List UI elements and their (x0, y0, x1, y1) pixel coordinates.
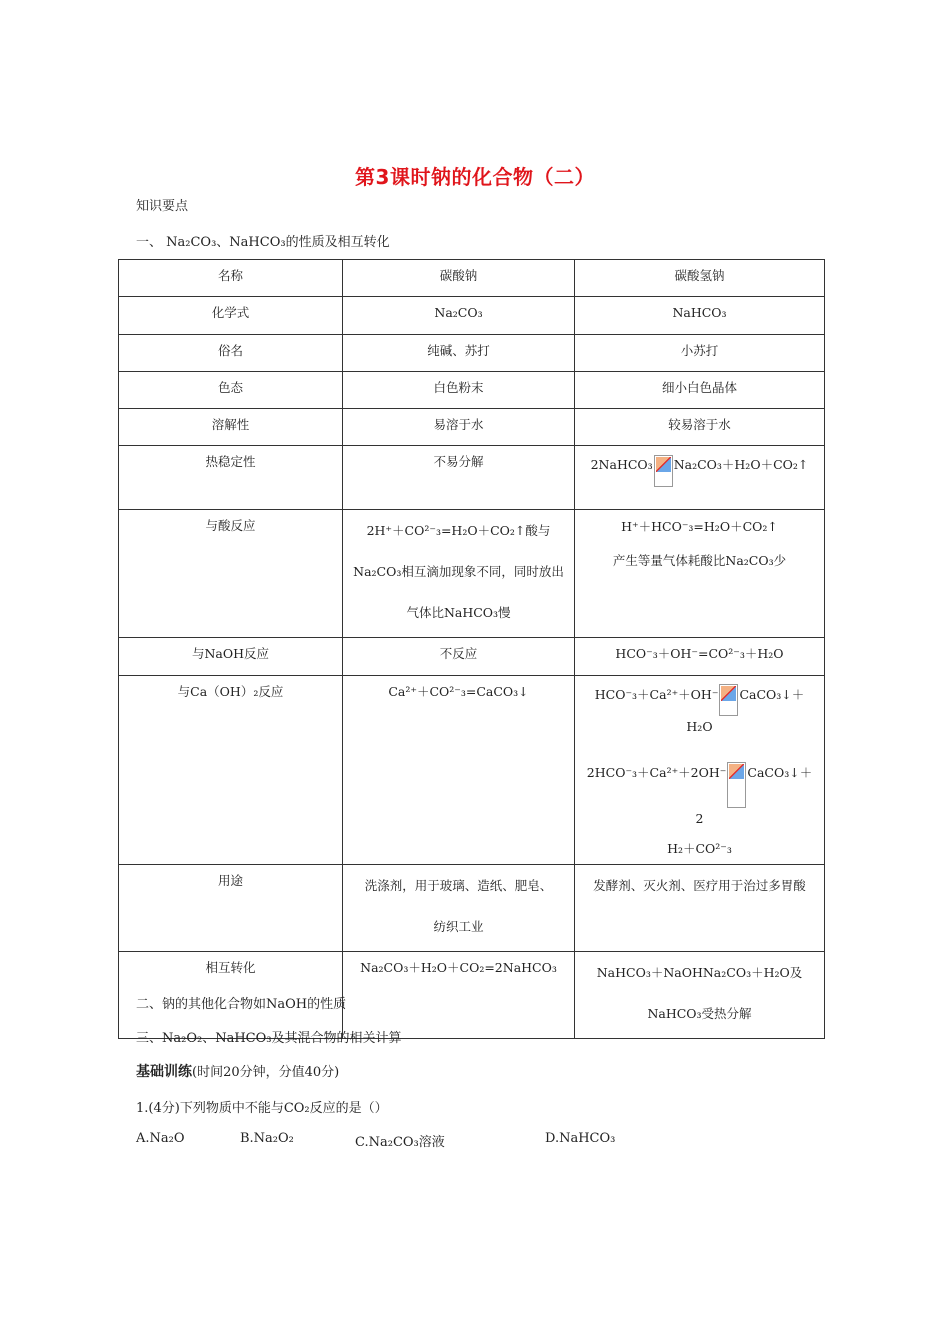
table-row (119, 446, 825, 510)
equation-right: Na₂CO₃＋H₂O＋CO₂↑ (673, 457, 809, 472)
row-label: 与酸反应 (119, 510, 343, 638)
table-row (119, 865, 825, 952)
table-row (119, 638, 825, 676)
training-heading (136, 1061, 339, 1081)
reaction-condition-image-icon (654, 455, 673, 487)
table-row (119, 297, 825, 335)
part-three-heading: 三、Na₂O₂、NaHCO₃及其混合物的相关计算 (136, 1031, 402, 1046)
table-row (119, 676, 825, 865)
conversion-text: NaHCO₃＋NaOHNa₂CO₃＋H₂O及NaHCO₃受热分解 (596, 965, 803, 1021)
cell-na2co3: 白色粉末 (343, 372, 575, 409)
row-label: 与NaOH反应 (119, 638, 343, 676)
row-label: 化学式 (119, 297, 343, 335)
cell-nahco3 (575, 676, 825, 865)
training-info: (时间20分钟，分值40分) (192, 1065, 340, 1080)
section-heading: 知识要点 (136, 199, 189, 214)
cell-nahco3 (575, 446, 825, 510)
table-row (119, 372, 825, 409)
choice-a: A.Na₂O (136, 1131, 185, 1146)
reaction-condition-image-icon (719, 684, 738, 716)
cell-na2co3: Na₂CO₃＋H₂O＋CO₂=2NaHCO₃ (343, 952, 575, 1039)
reaction-condition-image-icon (727, 762, 746, 808)
choice-c: C.Na₂CO₃溶液 (355, 1135, 445, 1150)
header-cell: 名称 (119, 260, 343, 297)
header-cell: 碳酸氢钠 (575, 260, 825, 297)
table-row (119, 335, 825, 372)
cell-na2co3: 不易分解 (343, 446, 575, 510)
cell-nahco3 (575, 952, 825, 1039)
choice-d: D.NaHCO₃ (545, 1131, 616, 1146)
header-cell: 碳酸钠 (343, 260, 575, 297)
table-row (119, 260, 825, 297)
page-title: 第3课时钠的化合物（二） (355, 165, 595, 189)
equation-left: 2HCO⁻₃＋Ca²⁺＋2OH⁻ (586, 765, 727, 780)
row-label: 溶解性 (119, 409, 343, 446)
part-one-heading: 一、 Na₂CO₃、NaHCO₃的性质及相互转化 (136, 235, 390, 250)
cell-na2co3: 不反应 (343, 638, 575, 676)
table-row (119, 409, 825, 446)
equation-left: 2NaHCO₃ (590, 457, 653, 472)
properties-table (118, 259, 825, 1039)
equation-right: CaCO₃↓＋2 (695, 765, 813, 826)
cell-na2co3: 纯碱、苏打 (343, 335, 575, 372)
usage-text: 洗涤剂，用于玻璃、造纸、肥皂、纺织工业 (364, 878, 553, 934)
usage-text: 发酵剂、灭火剂、医疗用于治过多胃酸 (593, 878, 806, 893)
row-label: 俗名 (119, 335, 343, 372)
cell-nahco3: 小苏打 (575, 335, 825, 372)
equation-continuation: H₂＋CO²⁻₃ (667, 841, 732, 856)
cell-na2co3 (343, 510, 575, 638)
equation-right: CaCO₃↓＋H₂O (686, 687, 805, 734)
cell-na2co3 (343, 865, 575, 952)
cell-nahco3: NaHCO₃ (575, 297, 825, 335)
equation-left: HCO⁻₃＋Ca²⁺＋OH⁻ (594, 687, 719, 702)
acid-reaction-text: 2H⁺＋CO²⁻₃=H₂O＋CO₂↑酸与Na₂CO₃相互滴加现象不同，同时放出气体比NaHCO₃慢 (353, 523, 564, 620)
part-two-heading: 二、钠的其他化合物如NaOH的性质 (136, 997, 347, 1012)
cell-nahco3: 较易溶于水 (575, 409, 825, 446)
cell-nahco3: 细小白色晶体 (575, 372, 825, 409)
row-label: 相互转化 (119, 952, 343, 1039)
acid-note: 产生等量气体耗酸比Na₂CO₃少 (612, 553, 787, 568)
acid-equation: H⁺＋HCO⁻₃=H₂O＋CO₂↑ (621, 519, 778, 534)
cell-na2co3: Na₂CO₃ (343, 297, 575, 335)
cell-nahco3 (575, 510, 825, 638)
table-row (119, 510, 825, 638)
cell-nahco3 (575, 865, 825, 952)
training-title: 基础训练 (136, 1064, 192, 1080)
question-1: 1.(4分)下列物质中不能与CO₂反应的是（） (136, 1101, 388, 1116)
cell-na2co3: 易溶于水 (343, 409, 575, 446)
row-label: 热稳定性 (119, 446, 343, 510)
cell-na2co3: Ca²⁺＋CO²⁻₃=CaCO₃↓ (343, 676, 575, 865)
row-label: 色态 (119, 372, 343, 409)
cell-nahco3: HCO⁻₃＋OH⁻=CO²⁻₃＋H₂O (575, 638, 825, 676)
row-label: 与Ca（OH）₂反应 (119, 676, 343, 865)
row-label: 用途 (119, 865, 343, 952)
choice-b: B.Na₂O₂ (240, 1131, 294, 1146)
